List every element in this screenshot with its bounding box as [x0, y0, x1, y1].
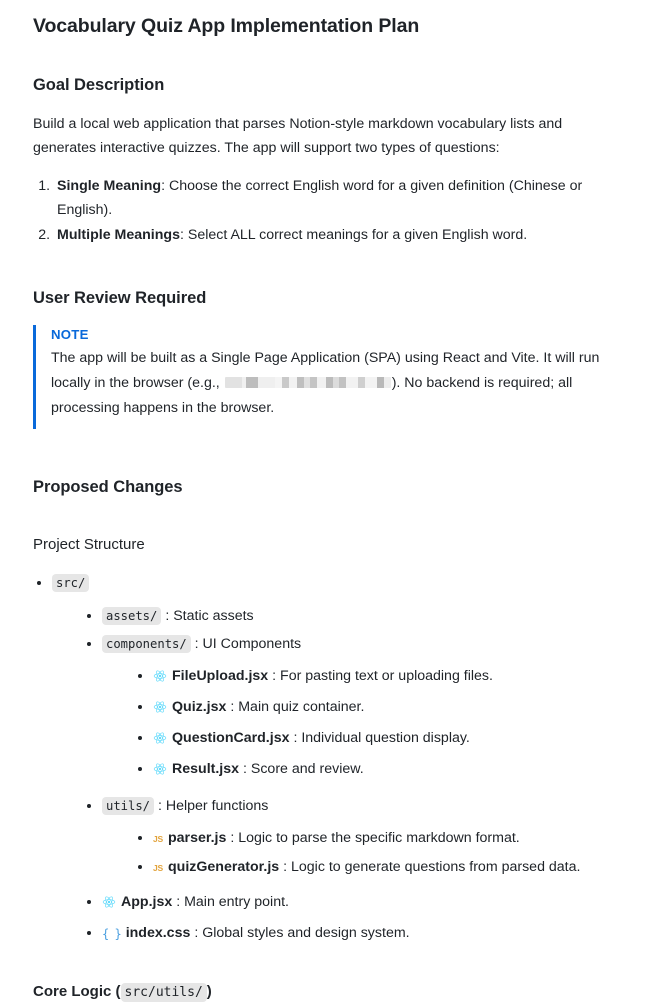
spacer — [33, 429, 618, 477]
file-desc: : Score and review. — [242, 760, 364, 777]
redacted-text-block — [225, 377, 391, 388]
react-icon — [153, 731, 167, 751]
file-desc: : Individual question display. — [293, 729, 470, 746]
code-span-src: src/ — [52, 574, 89, 592]
tree-item-utils — [83, 796, 618, 878]
code-span-src-utils: src/utils/ — [121, 983, 207, 1002]
file-desc: : Main quiz container. — [230, 698, 365, 715]
react-icon — [102, 895, 116, 915]
file-desc: : Global styles and design system. — [194, 924, 410, 941]
file-item-indexcss — [83, 923, 618, 944]
section-heading-proposed-changes: Proposed Changes — [33, 477, 183, 496]
js-icon: JS — [153, 833, 163, 844]
question-type-term: Single Meaning — [57, 178, 162, 194]
file-name: quizGenerator.js — [168, 858, 280, 875]
note-text-before: The app will be built as a Single Page Application (SPA) using React and Vite. It will run locally in the browser (e.g., — [51, 349, 600, 391]
file-name: FileUpload.jsx — [172, 667, 269, 684]
assets-desc: : Static assets — [165, 607, 254, 624]
core-logic-prefix: Core Logic ( — [33, 982, 121, 1000]
file-name: Quiz.jsx — [172, 698, 227, 715]
subsection-heading-project-structure: Project Structure — [33, 536, 145, 554]
code-span-components: components/ — [102, 635, 191, 653]
question-type-desc: : Select ALL correct meanings for a given English word. — [179, 227, 528, 243]
goal-description-paragraph: Build a local web application that parses Notion-style markdown vocabulary lists and generates interactive quizzes. The app will support two types of questions: — [33, 116, 563, 156]
question-types-list — [33, 174, 618, 247]
note-callout — [33, 325, 618, 429]
file-name: parser.js — [168, 829, 227, 846]
note-text-after: ). No backend is required; all processing happens in the browser. — [51, 374, 573, 416]
tree-item-components — [83, 634, 618, 782]
core-logic-suffix: ) — [206, 982, 212, 1000]
project-structure-tree — [33, 573, 618, 944]
file-item-questioncard — [134, 728, 618, 751]
note-body — [51, 346, 618, 421]
code-span-utils: utils/ — [102, 797, 154, 815]
file-item-parser — [134, 828, 618, 849]
file-item-result — [134, 759, 618, 782]
spacer — [33, 248, 618, 288]
question-type-desc: : Choose the correct English word for a given definition (Chinese or English). — [57, 178, 583, 218]
components-desc: : UI Components — [194, 635, 302, 652]
subsection-heading-core-logic — [33, 982, 618, 1002]
file-desc: : For pasting text or uploading files. — [272, 667, 493, 684]
file-name: index.css — [125, 924, 191, 941]
list-item — [54, 174, 618, 222]
spacer — [33, 513, 618, 535]
js-icon: JS — [153, 862, 163, 873]
file-item-quizgenerator — [134, 857, 618, 878]
file-item-app — [83, 892, 618, 915]
file-name: App.jsx — [121, 893, 173, 910]
spacer — [33, 952, 618, 982]
utils-desc: : Helper functions — [157, 797, 269, 814]
file-desc: : Logic to generate questions from parsed data. — [283, 858, 581, 875]
file-desc: : Main entry point. — [176, 893, 289, 910]
tree-item-assets — [83, 606, 618, 626]
section-heading-user-review-required: User Review Required — [33, 289, 207, 307]
components-file-list — [134, 666, 618, 782]
section-heading-goal-description: Goal Description — [33, 76, 165, 95]
file-name: Result.jsx — [172, 760, 240, 777]
file-item-fileupload — [134, 666, 618, 689]
file-desc: : Logic to parse the specific markdown format. — [230, 829, 520, 846]
react-icon — [153, 700, 167, 720]
page-title: Vocabulary Quiz App Implementation Plan — [33, 15, 420, 37]
css-icon: { } — [102, 926, 121, 941]
src-children — [83, 606, 618, 944]
code-span-assets: assets/ — [102, 607, 161, 625]
list-item — [54, 223, 618, 247]
utils-file-list — [134, 828, 618, 878]
note-label: NOTE — [51, 326, 89, 342]
react-icon — [153, 669, 167, 689]
file-item-quiz — [134, 697, 618, 720]
tree-item-src — [33, 573, 618, 944]
question-type-term: Multiple Meanings — [57, 227, 180, 243]
file-name: QuestionCard.jsx — [172, 729, 290, 746]
react-icon — [153, 762, 167, 782]
